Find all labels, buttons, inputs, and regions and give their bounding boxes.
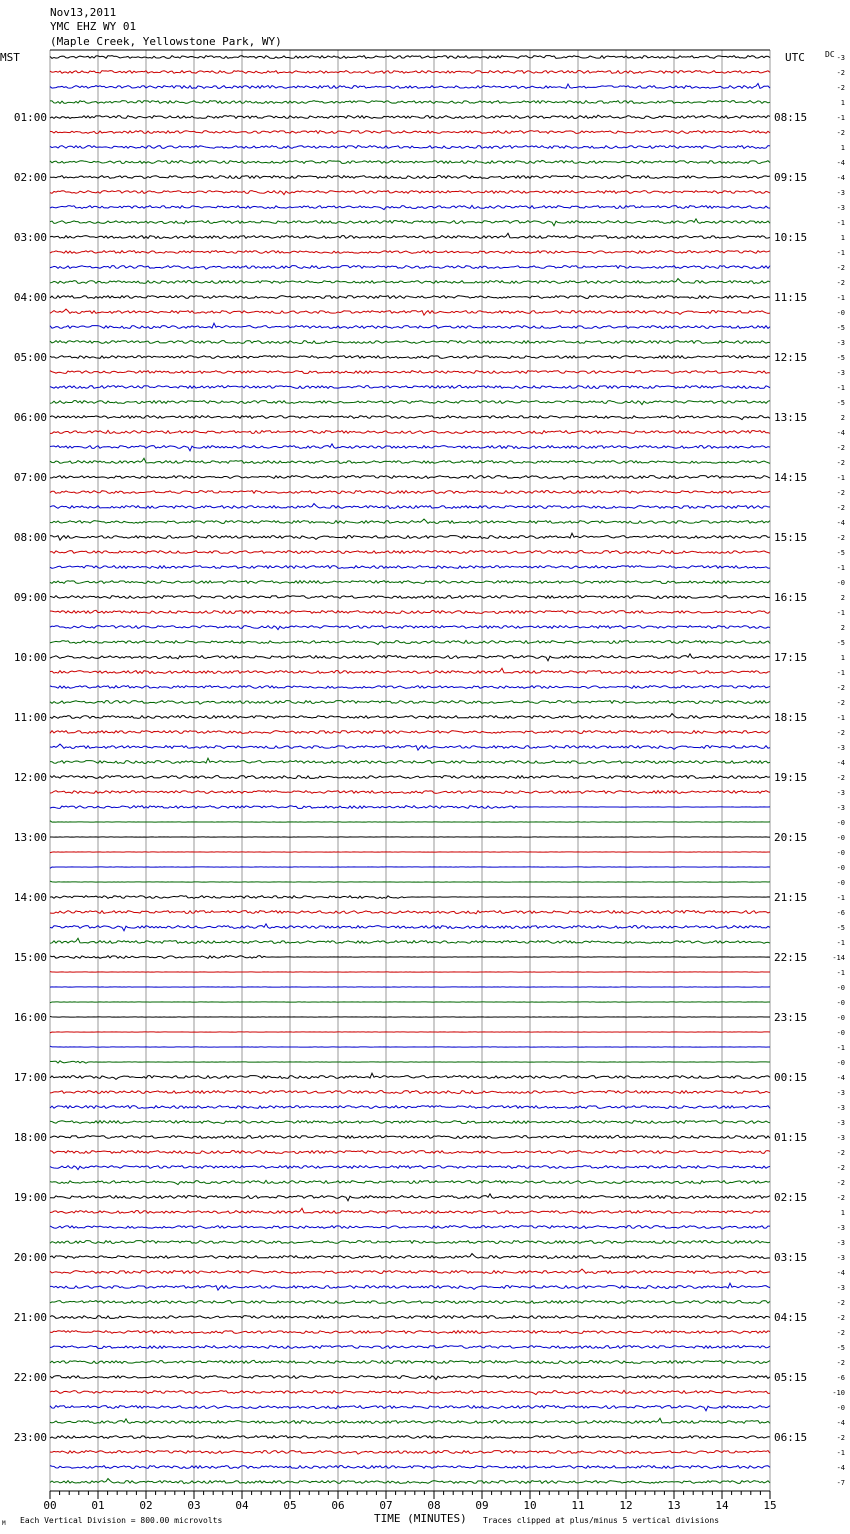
dc-offset-value: -2 [836,279,845,287]
seismic-trace-row [50,371,770,374]
utc-hour-label: 23:15 [774,1011,808,1024]
seismic-trace-row [50,356,770,359]
seismic-trace-row [50,701,770,705]
x-tick-label: 09 [475,1499,489,1512]
seismic-trace-row [50,1166,770,1170]
seismic-trace-row [50,956,770,959]
dc-offset-value: -4 [836,1464,845,1472]
mst-hour-label: 21:00 [13,1311,47,1324]
dc-offset-value: -4 [836,174,845,182]
mst-hour-label: 22:00 [13,1371,47,1384]
x-axis-title: TIME (MINUTES) [374,1512,467,1525]
record-date: Nov13,2011 [50,6,117,19]
mst-hour-label: 02:00 [13,171,47,184]
utc-hour-label: 21:15 [774,891,808,904]
seismic-trace-row [50,867,770,868]
utc-hour-label: 05:15 [774,1371,808,1384]
right-timezone-label: UTC [785,51,805,64]
x-tick-label: 06 [331,1499,345,1512]
utc-hour-label: 08:15 [774,111,808,124]
utc-hour-labels [774,111,807,1444]
utc-hour-label: 01:15 [774,1131,808,1144]
seismic-trace-row [50,1466,770,1469]
seismic-trace-row [50,686,770,689]
dc-offset-value: -4 [836,159,845,167]
dc-offset-value: -0 [836,309,845,317]
seismic-trace-row [50,1301,770,1304]
mst-hour-label: 23:00 [13,1431,47,1444]
seismic-trace-row [50,938,770,943]
dc-offset-value: -1 [836,474,845,482]
seismic-trace-row [50,83,770,88]
dc-offset-labels [832,54,845,1487]
dc-offset-value: -7 [836,1479,845,1487]
dc-offset-value: -5 [836,549,845,557]
seismic-trace-row [50,1451,770,1455]
utc-hour-label: 16:15 [774,591,808,604]
dc-offset-value: -0 [836,579,845,587]
utc-hour-label: 17:15 [774,651,808,664]
mst-hour-label: 05:00 [13,351,47,364]
trace-rows [50,56,770,1484]
x-tick-label: 10 [523,1499,537,1512]
seismic-trace-row [50,519,770,523]
footer [2,1512,719,1527]
seismic-trace-row [50,791,770,794]
utc-hour-label: 00:15 [774,1071,808,1084]
dc-offset-value: 1 [840,234,845,242]
seismic-trace-row [50,115,770,118]
dc-offset-value: -3 [836,1134,845,1142]
dc-offset-value: -3 [836,744,845,752]
dc-offset-value: -3 [836,1089,845,1097]
x-axis [43,1491,776,1512]
dc-offset-value: -10 [832,1389,845,1397]
x-tick-label: 03 [187,1499,201,1512]
mst-hour-label: 06:00 [13,411,47,424]
seismic-trace-row [50,430,770,433]
seismic-trace-row [50,1331,770,1334]
seismic-trace-row [50,1390,770,1394]
minute-grid [50,50,770,1491]
dc-offset-value: 1 [840,144,845,152]
corner-mark: M [2,1520,6,1527]
seismic-trace-row [50,596,770,599]
x-tick-label: 04 [235,1499,249,1512]
dc-offset-value: -1 [836,384,845,392]
dc-offset-value: -3 [836,54,845,62]
mst-hour-label: 13:00 [13,831,47,844]
dc-offset-value: -0 [836,1059,845,1067]
dc-offset-value: 1 [840,99,845,107]
dc-offset-value: -1 [836,114,845,122]
seismic-trace-row [50,1269,770,1273]
dc-offset-value: -4 [836,1074,845,1082]
dc-offset-value: -2 [836,444,845,452]
dc-offset-value: -5 [836,924,845,932]
seismic-trace-row [50,896,770,899]
seismic-trace-row [50,296,770,299]
mst-hour-label: 14:00 [13,891,47,904]
dc-offset-value: -2 [836,534,845,542]
station-code: YMC EHZ WY 01 [50,20,137,33]
utc-hour-label: 12:15 [774,351,808,364]
dc-offset-value: -3 [836,1239,845,1247]
seismic-trace-row [50,1121,770,1124]
x-tick-label: 01 [91,1499,105,1512]
dc-offset-value: -2 [836,774,845,782]
utc-hour-label: 18:15 [774,711,808,724]
seismic-trace-row [50,416,770,420]
x-tick-label: 08 [427,1499,441,1512]
dc-offset-value: -3 [836,1104,845,1112]
seismic-trace-row [50,881,770,882]
seismic-trace-row [50,1002,770,1003]
seismic-trace-row [50,776,770,779]
x-tick-label: 12 [619,1499,633,1512]
dc-offset-header: DC [825,50,835,59]
x-tick-label: 11 [571,1499,585,1512]
utc-hour-label: 15:15 [774,531,808,544]
seismic-trace-row [50,1360,770,1363]
dc-offset-value: -2 [836,504,845,512]
dc-offset-value: 2 [840,414,845,422]
mst-hour-label: 11:00 [13,711,47,724]
seismic-trace-row [50,744,770,750]
left-timezone-label: MST [0,51,20,64]
seismic-trace-row [50,1135,770,1138]
mst-hour-label: 17:00 [13,1071,47,1084]
dc-offset-value: 1 [840,654,845,662]
dc-offset-value: -1 [836,609,845,617]
dc-offset-value: -1 [836,939,845,947]
seismic-trace-row [50,146,770,149]
seismic-trace-row [50,806,770,809]
mst-hour-labels [14,111,47,1444]
dc-offset-value: -0 [836,864,845,872]
seismic-trace-row [50,101,770,104]
seismic-trace-row [50,1241,770,1244]
mst-hour-label: 03:00 [13,231,47,244]
clip-note: Traces clipped at plus/minus 5 vertical divisions [483,1516,720,1525]
seismic-trace-row [50,1406,770,1411]
utc-hour-label: 19:15 [774,771,808,784]
mst-hour-label: 07:00 [13,471,47,484]
dc-offset-value: -2 [836,264,845,272]
seismic-trace-row [50,852,770,853]
dc-offset-value: -2 [836,699,845,707]
seismic-trace-row [50,56,770,59]
seismic-trace-row [50,444,770,451]
dc-offset-value: -5 [836,354,845,362]
dc-offset-value: -4 [836,759,845,767]
dc-offset-value: -1 [836,669,845,677]
seismic-trace-row [50,1073,770,1079]
dc-offset-value: 2 [840,624,845,632]
dc-offset-value: -2 [836,1314,845,1322]
dc-offset-value: -2 [836,84,845,92]
seismic-trace-row [50,1436,770,1439]
utc-hour-label: 03:15 [774,1251,808,1264]
seismic-trace-row [50,1226,770,1230]
dc-offset-value: -6 [836,909,845,917]
dc-offset-value: -5 [836,1344,845,1352]
utc-hour-label: 14:15 [774,471,808,484]
dc-offset-value: -2 [836,1359,845,1367]
seismic-trace-row [50,1376,770,1380]
seismic-trace-row [50,1151,770,1154]
utc-hour-label: 13:15 [774,411,808,424]
mst-hour-label: 01:00 [13,111,47,124]
utc-hour-label: 11:15 [774,291,808,304]
dc-offset-value: -2 [836,1179,845,1187]
seismic-trace-row [50,219,770,226]
dc-offset-value: -0 [836,1404,845,1412]
seismic-trace-row [50,972,770,973]
seismic-trace-row [50,458,770,463]
seismic-trace-row [50,1254,770,1259]
utc-hour-label: 06:15 [774,1431,808,1444]
seismic-trace-row [50,654,770,661]
dc-offset-value: -3 [836,204,845,212]
dc-offset-value: -2 [836,1164,845,1172]
seismic-trace-row [50,1180,770,1184]
dc-offset-value: -2 [836,1434,845,1442]
seismic-trace-row [50,1091,770,1094]
seismic-trace-row [50,821,770,822]
seismic-trace-row [50,1016,770,1017]
dc-offset-value: -2 [836,1194,845,1202]
seismic-trace-row [50,233,770,238]
seismic-trace-row [50,626,770,630]
dc-offset-value: 1 [840,1209,845,1217]
dc-offset-value: -1 [836,1449,845,1457]
seismic-trace-row [50,581,770,584]
seismic-trace-row [50,640,770,644]
utc-hour-label: 20:15 [774,831,808,844]
utc-hour-label: 02:15 [774,1191,808,1204]
seismic-trace-row [50,551,770,554]
x-tick-label: 02 [139,1499,153,1512]
seismic-trace-row [50,131,770,134]
dc-offset-value: -0 [836,819,845,827]
dc-offset-value: -1 [836,969,845,977]
dc-offset-value: -1 [836,1044,845,1052]
seismic-trace-row [50,191,770,195]
seismic-trace-row [50,566,770,569]
seismic-trace-row [50,1479,770,1484]
dc-offset-value: -2 [836,459,845,467]
mst-hour-label: 16:00 [13,1011,47,1024]
utc-hour-label: 10:15 [774,231,808,244]
mst-hour-label: 19:00 [13,1191,47,1204]
dc-offset-value: -0 [836,1029,845,1037]
dc-offset-value: -5 [836,324,845,332]
dc-offset-value: -3 [836,1284,845,1292]
seismic-trace-row [50,504,770,509]
dc-offset-value: -0 [836,849,845,857]
dc-offset-value: -4 [836,519,845,527]
dc-offset-value: -0 [836,984,845,992]
seismic-trace-row [50,401,770,405]
x-tick-label: 13 [667,1499,681,1512]
dc-offset-value: -3 [836,1224,845,1232]
utc-hour-label: 09:15 [774,171,808,184]
dc-offset-value: -1 [836,894,845,902]
seismic-trace-row [50,176,770,179]
mst-hour-label: 10:00 [13,651,47,664]
dc-offset-value: -1 [836,294,845,302]
dc-offset-value: -4 [836,1269,845,1277]
dc-offset-value: -0 [836,879,845,887]
x-tick-label: 14 [715,1499,729,1512]
seismic-trace-row [50,1061,770,1063]
mst-hour-label: 04:00 [13,291,47,304]
dc-offset-value: -1 [836,219,845,227]
mst-hour-label: 12:00 [13,771,47,784]
seismic-trace-row [50,323,770,328]
seismic-trace-row [50,1106,770,1109]
seismic-trace-row [50,758,770,763]
dc-offset-value: -2 [836,129,845,137]
seismic-trace-row [50,714,770,719]
seismic-trace-row [50,1046,770,1047]
utc-hour-label: 22:15 [774,951,808,964]
seismic-trace-row [50,491,770,494]
dc-offset-value: -6 [836,1374,845,1382]
dc-offset-value: -3 [836,1254,845,1262]
dc-offset-value: -1 [836,564,845,572]
dc-offset-value: -3 [836,189,845,197]
dc-offset-value: -2 [836,1149,845,1157]
seismic-trace-row [50,1346,770,1349]
dc-offset-value: -5 [836,639,845,647]
seismic-trace-row [50,1283,770,1290]
dc-offset-value: -0 [836,1014,845,1022]
dc-offset-value: -3 [836,1119,845,1127]
seismic-trace-row [50,205,770,209]
mst-hour-label: 09:00 [13,591,47,604]
dc-offset-value: -3 [836,804,845,812]
seismic-trace-row [50,1418,770,1423]
dc-offset-value: -1 [836,249,845,257]
x-tick-label: 07 [379,1499,393,1512]
seismic-trace-row [50,1194,770,1201]
mst-hour-label: 20:00 [13,1251,47,1264]
dc-offset-value: -3 [836,339,845,347]
seismic-trace-row [50,1316,770,1319]
dc-offset-value: -3 [836,369,845,377]
mst-hour-label: 15:00 [13,951,47,964]
x-tick-label: 15 [763,1499,777,1512]
seismic-trace-row [50,1032,770,1033]
seismic-trace-row [50,251,770,254]
dc-offset-value: -2 [836,69,845,77]
seismic-trace-row [50,160,770,163]
seismic-trace-row [50,1208,770,1213]
utc-hour-label: 04:15 [774,1311,808,1324]
station-location: (Maple Creek, Yellowstone Park, WY) [50,35,282,48]
mst-hour-label: 08:00 [13,531,47,544]
seismic-trace-row [50,533,770,540]
mst-hour-label: 18:00 [13,1131,47,1144]
seismic-trace-row [50,731,770,734]
seismic-trace-row [50,279,770,284]
seismic-trace-row [50,911,770,914]
dc-offset-value: -5 [836,399,845,407]
dc-offset-value: -3 [836,789,845,797]
seismic-trace-row [50,266,770,270]
seismic-trace-row [50,385,770,388]
dc-offset-value: -4 [836,429,845,437]
seismic-trace-row [50,309,770,315]
dc-offset-value: -2 [836,489,845,497]
seismic-trace-row [50,476,770,480]
header [0,6,835,64]
seismic-trace-row [50,924,770,931]
dc-offset-value: -2 [836,729,845,737]
dc-offset-value: -0 [836,834,845,842]
scale-note: Each Vertical Division = 800.00 microvolts [20,1516,223,1525]
seismic-trace-row [50,341,770,344]
dc-offset-value: -2 [836,684,845,692]
dc-offset-value: -2 [836,1299,845,1307]
dc-offset-value: -0 [836,999,845,1007]
seismic-trace-row [50,668,770,673]
dc-offset-value: -4 [836,1419,845,1427]
x-tick-label: 05 [283,1499,297,1512]
dc-offset-value: 2 [840,594,845,602]
x-tick-label: 00 [43,1499,57,1512]
seismic-trace-row [50,610,770,613]
seismic-trace-row [50,71,770,74]
dc-offset-value: -14 [832,954,845,962]
dc-offset-value: -1 [836,714,845,722]
dc-offset-value: -2 [836,1329,845,1337]
